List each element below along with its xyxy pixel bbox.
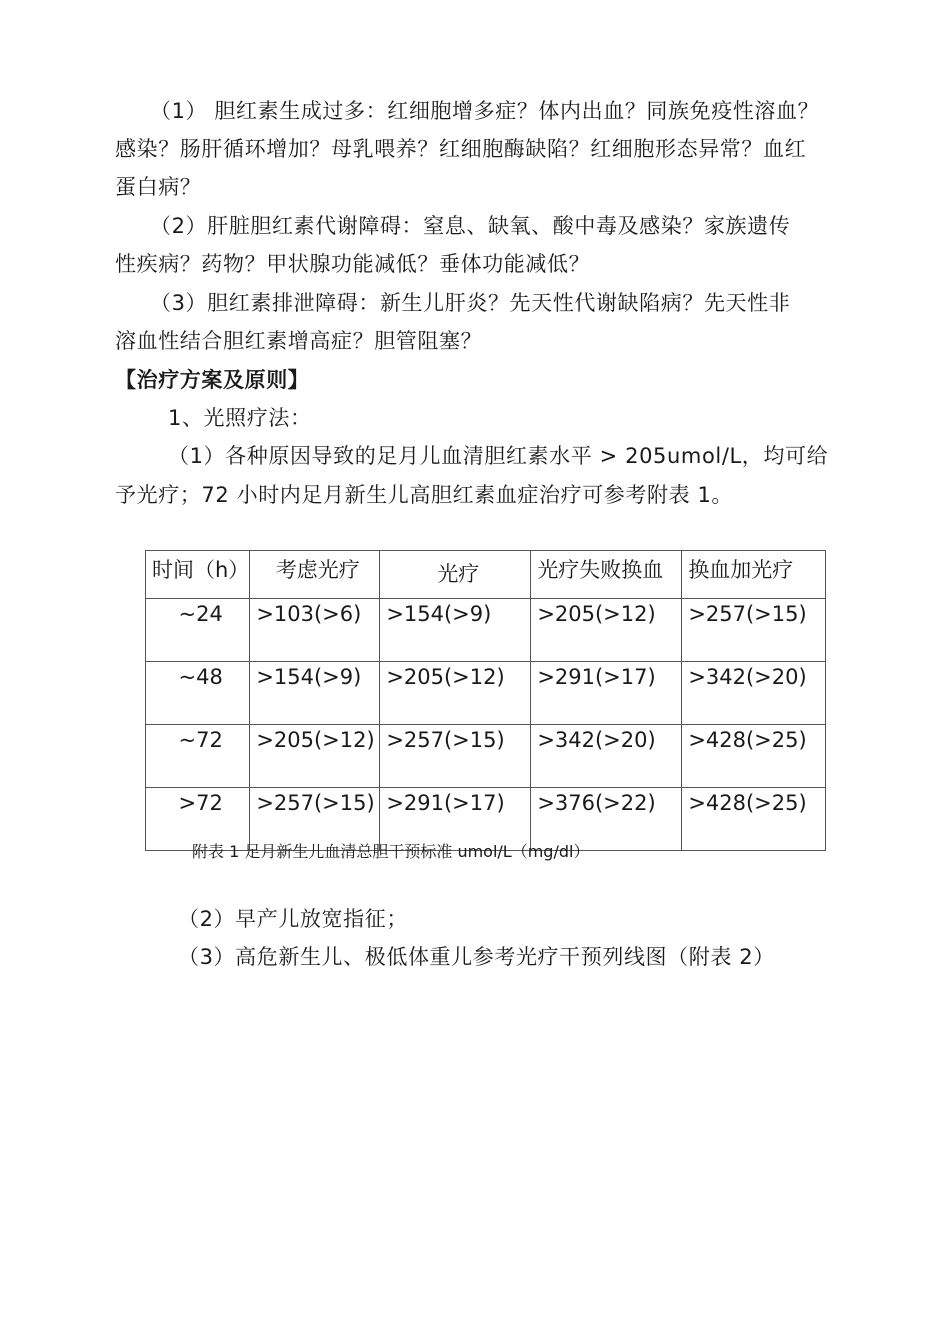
header-cell-failed-phototherapy-exchange: 光疗失败换血 [537,558,664,582]
header-cell-exchange-plus-phototherapy: 换血加光疗 [688,558,794,582]
indication-3: （3）高危新生儿、极低体重儿参考光疗干预列线图（附表 2） [178,945,775,969]
cause-3-line-2: 溶血性结合胆红素增高症？胆管阻塞？ [115,329,483,353]
table-cell: >103(>6) [256,602,362,626]
table-cell: >257(>15) [256,791,375,815]
indication-1-line-2: 予光疗；72 小时内足月新生儿高胆红素血症治疗可参考附表 1。 [115,483,734,507]
table-cell: >257(>15) [688,602,807,626]
table-cell: >376(>22) [537,791,656,815]
table-cell: >428(>25) [688,728,807,752]
table-cell: >154(>9) [256,665,362,689]
indication-2: （2）早产儿放宽指征； [178,907,408,931]
cause-1-line-1: （1） 胆红素生成过多：红细胞增多症？体内出血？同族免疫性溶血？ [150,99,820,123]
table-cell: >205(>12) [386,665,505,689]
table-cell: >291(>17) [386,791,505,815]
table-row [146,599,826,662]
section-heading: 【治疗方案及原则】 [115,368,310,392]
phototherapy-item: 1、光照疗法： [168,406,312,430]
table-cell: >257(>15) [386,728,505,752]
header-cell-time: 时间（h） [152,558,250,582]
table-cell: >205(>12) [256,728,375,752]
table-row [146,662,826,725]
table-cell: ~48 [178,665,223,689]
table-cell: >72 [178,791,223,815]
table-cell: >428(>25) [688,791,807,815]
table-row [146,725,826,788]
indication-1-line-1: （1）各种原因导致的足月儿血清胆红素水平 > 205umol/L，均可给 [168,444,829,468]
cause-2-line-1: （2）肝脏胆红素代谢障碍：窒息、缺氧、酸中毒及感染？家族遗传 [150,214,791,238]
cause-1-line-2: 感染？肠肝循环增加？母乳喂养？红细胞酶缺陷？红细胞形态异常？血红 [115,137,807,161]
table-cell: >154(>9) [386,602,492,626]
table-cell: ~24 [178,602,223,626]
bilirubin-intervention-table [145,550,826,851]
cause-3-line-1: （3）胆红素排泄障碍：新生儿肝炎？先天性代谢缺陷病？先天性非 [150,291,791,315]
table-cell: >342(>20) [537,728,656,752]
header-cell-phototherapy: 光疗 [437,562,480,586]
cause-1-line-3: 蛋白病？ [115,175,202,199]
table-cell: >291(>17) [537,665,656,689]
table-header-row [146,551,826,599]
cause-2-line-2: 性疾病？药物？甲状腺功能减低？垂体功能减低？ [115,252,591,276]
header-cell-consider-phototherapy: 考虑光疗 [275,558,360,582]
table-cell: >342(>20) [688,665,807,689]
table-cell: ~72 [178,728,223,752]
table-caption: 附表 1 足月新生儿血清总胆干预标准 umol/L（mg/dl） [192,842,590,861]
table-cell: >205(>12) [537,602,656,626]
